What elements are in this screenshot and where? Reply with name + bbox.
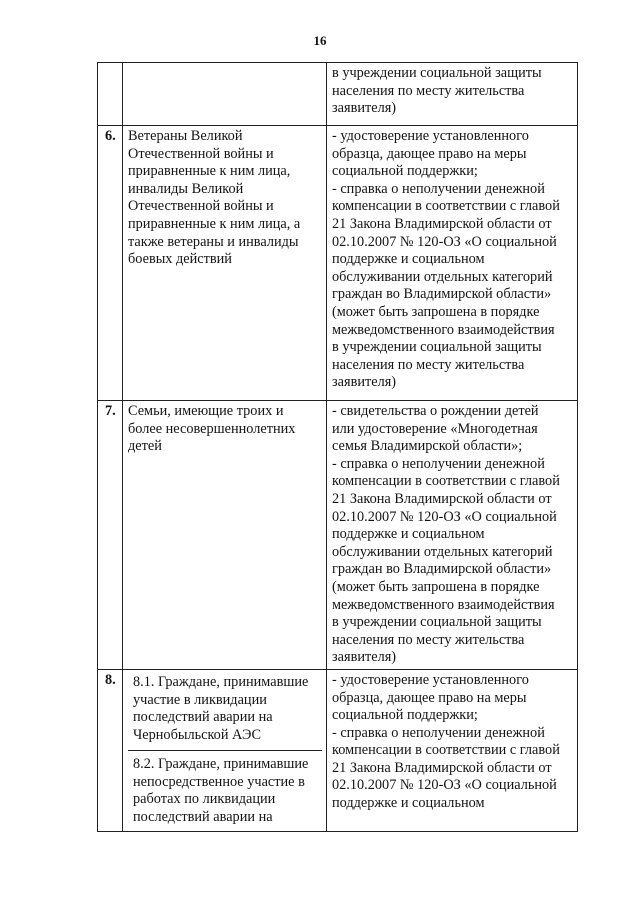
category-cell: [123, 669, 327, 831]
category-line: непосредственное участие в: [133, 773, 305, 790]
doc-line: или удостоверение «Многодетная: [332, 420, 538, 437]
subcategory-8-1: [128, 672, 322, 750]
documents-cell: [327, 401, 578, 670]
doc-line: обслуживании отдельных категорий: [332, 268, 553, 285]
doc-line: образца, дающее право на меры: [332, 689, 527, 706]
documents-cell: [327, 63, 578, 126]
category-line: Семьи, имеющие троих и: [128, 403, 284, 419]
doc-line: граждан во Владимирской области»: [332, 286, 552, 303]
category-line: Чернобыльской АЭС: [133, 726, 262, 743]
doc-line: - свидетельства о рождении детей: [332, 403, 539, 419]
table-row-continuation: [98, 63, 578, 126]
category-line: также ветераны и инвалиды: [128, 233, 299, 250]
doc-line: межведомственного взаимодействия: [332, 321, 555, 338]
doc-line: - справка о неполучении денежной: [332, 180, 545, 197]
doc-line: заявителя): [332, 374, 397, 391]
documents-cell: [327, 126, 578, 401]
category-cell: [123, 401, 327, 670]
documents-cell: [327, 669, 578, 831]
doc-line: - справка о неполучении денежной: [332, 455, 545, 472]
benefits-table: [97, 62, 578, 832]
doc-line: 02.10.2007 № 120-ОЗ «О социальной: [332, 508, 557, 525]
category-line: приравненные к ним лица, а: [128, 215, 301, 232]
category-line: Отечественной войны и: [128, 198, 274, 215]
category-line: работах по ликвидации: [133, 791, 276, 808]
category-cell: [123, 126, 327, 401]
table-row-7: [98, 401, 578, 670]
doc-line: 21 Закона Владимирской области от: [332, 490, 552, 507]
doc-line: поддержке и социальном: [332, 526, 485, 543]
doc-line: заявителя): [332, 649, 397, 666]
doc-line: заявителя): [332, 100, 397, 117]
row-number-cell: 6.: [98, 126, 123, 401]
doc-line: социальной поддержки;: [332, 707, 478, 724]
doc-line: - удостоверение установленного: [332, 671, 529, 688]
page-number: 16: [313, 33, 327, 48]
category-line: участие в ликвидации: [133, 691, 267, 708]
category-line: боевых действий: [128, 251, 232, 268]
category-line: 8.2. Граждане, принимавшие: [133, 756, 309, 773]
category-line: последствий аварии на: [133, 709, 273, 726]
doc-line: семья Владимирской области»;: [332, 438, 523, 455]
doc-line: в учреждении социальной защиты: [332, 339, 542, 356]
category-line: Ветераны Великой: [128, 128, 243, 144]
doc-line: населения по месту жительства: [332, 631, 525, 648]
doc-line: социальной поддержки;: [332, 163, 478, 180]
category-line: приравненные к ним лица,: [128, 163, 291, 180]
doc-line: в учреждении социальной защиты: [332, 65, 542, 81]
category-line: 8.1. Граждане, принимавшие: [133, 673, 309, 690]
doc-line: - удостоверение установленного: [332, 128, 529, 144]
doc-line: 02.10.2007 № 120-ОЗ «О социальной: [332, 233, 557, 250]
doc-line: - справка о неполучении денежной: [332, 724, 545, 741]
doc-line: населения по месту жительства: [332, 82, 525, 99]
doc-line: 02.10.2007 № 120-ОЗ «О социальной: [332, 777, 557, 794]
row-number-cell: 7.: [98, 401, 123, 670]
doc-line: межведомственного взаимодействия: [332, 596, 555, 613]
doc-line: компенсации в соответствии с главой: [332, 742, 560, 759]
doc-line: компенсации в соответствии с главой: [332, 198, 560, 215]
category-line: детей: [128, 438, 162, 455]
table-row-6: [98, 126, 578, 401]
category-line: более несовершеннолетних: [128, 420, 296, 437]
category-line: Отечественной войны и: [128, 145, 274, 162]
category-line: инвалиды Великой: [128, 180, 244, 197]
doc-line: (может быть запрошена в порядке: [332, 303, 540, 320]
doc-line: (может быть запрошена в порядке: [332, 578, 540, 595]
subcategory-8-2: [128, 750, 322, 826]
doc-line: в учреждении социальной защиты: [332, 614, 542, 631]
table-row-8: [98, 669, 578, 831]
category-cell: [123, 63, 327, 126]
doc-line: 21 Закона Владимирской области от: [332, 759, 552, 776]
category-line: последствий аварии на: [133, 809, 273, 826]
doc-line: граждан во Владимирской области»: [332, 561, 552, 578]
doc-line: поддержке и социальном: [332, 251, 485, 268]
row-number-cell: [98, 63, 123, 126]
doc-line: обслуживании отдельных категорий: [332, 543, 553, 560]
doc-line: населения по месту жительства: [332, 356, 525, 373]
doc-line: поддержке и социальном: [332, 795, 485, 812]
row-number-cell: 8.: [98, 669, 123, 831]
doc-line: образца, дающее право на меры: [332, 145, 527, 162]
doc-line: компенсации в соответствии с главой: [332, 473, 560, 490]
doc-line: 21 Закона Владимирской области от: [332, 215, 552, 232]
